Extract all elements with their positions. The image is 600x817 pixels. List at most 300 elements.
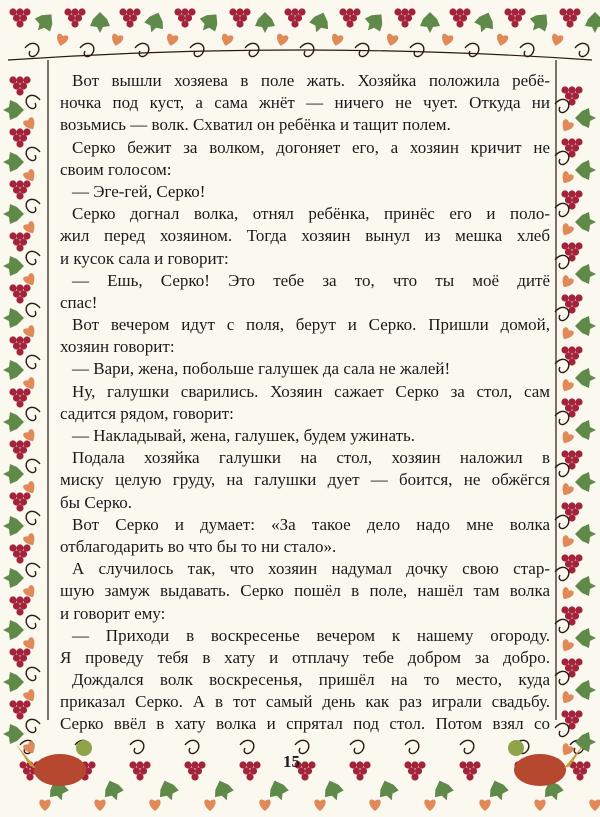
vine-curl (460, 740, 474, 753)
leaf-icon (575, 108, 596, 128)
grape-icon (181, 8, 188, 15)
bird-head (508, 740, 524, 756)
grape-icon (23, 767, 30, 774)
text-line: садится рядом, говорит: (60, 403, 234, 423)
leaf-icon (575, 420, 596, 440)
grape-icon (191, 773, 198, 780)
leaf-icon (142, 9, 168, 36)
grape-icon (23, 440, 30, 447)
grape-icon (572, 352, 579, 359)
text-line: бы Серко. (60, 492, 133, 512)
grape-icon (459, 761, 466, 768)
page-number: 15 (283, 752, 300, 771)
grape-icon (23, 596, 30, 603)
vine-curl (555, 359, 569, 372)
vine-curl (520, 43, 534, 56)
grape-icon (401, 20, 408, 27)
vine-curl (130, 740, 144, 753)
heart-icon (589, 799, 600, 811)
grape-icon (566, 20, 573, 27)
grape-icon (75, 14, 82, 21)
grape-icon (408, 8, 415, 15)
grape-icon (575, 242, 582, 249)
grape-icon (572, 300, 579, 307)
grape-icon (565, 664, 572, 671)
bird-icon (514, 754, 566, 786)
text-line: миску целую груду, на галушки дует — боится, не обжёгся (60, 470, 550, 490)
grape-icon (9, 440, 16, 447)
text-line: своим голосом: (60, 159, 172, 179)
grape-icon (456, 8, 463, 15)
text-line: спас! (60, 292, 98, 312)
grape-icon (9, 8, 16, 15)
vine-curl (555, 203, 569, 216)
text-line: приказал Серко. А в тот самый день как раз играли свадьбу. (60, 692, 550, 712)
grape-icon (356, 773, 363, 780)
grape-icon (568, 502, 575, 509)
grape-icon (301, 773, 308, 780)
grape-icon (140, 767, 147, 774)
vine-curl (26, 459, 40, 472)
text-line: Подала хозяйка галушки на стол, хозяин наложил в (72, 448, 550, 468)
grape-icon (13, 394, 20, 401)
grape-icon (575, 346, 582, 353)
vine-curl (555, 99, 569, 112)
text-line: и говорит ему: (60, 603, 166, 623)
grape-icon (561, 138, 568, 145)
grape-icon (23, 700, 30, 707)
text-line: Дождался волк воскресенья, пришёл на то место, куда (72, 670, 550, 690)
vine-curl (26, 615, 40, 628)
grape-icon (20, 394, 27, 401)
grape-icon (23, 544, 30, 551)
vine-curl (575, 43, 589, 56)
grape-icon (233, 14, 240, 21)
grape-icon (565, 196, 572, 203)
grape-icon (16, 712, 23, 719)
grape-icon (71, 8, 78, 15)
grape-icon (575, 658, 582, 665)
grape-icon (346, 20, 353, 27)
grape-icon (572, 716, 579, 723)
grape-icon (26, 773, 33, 780)
grape-icon (411, 773, 418, 780)
grape-icon (575, 86, 582, 93)
text-line: Вот вечером идут с поля, берут и Серко. Пришли домой, (72, 315, 550, 335)
grape-icon (23, 648, 30, 655)
grape-icon (64, 8, 71, 15)
vine-curl (26, 407, 40, 420)
text-line: Ну, галушки сварились. Хозяин сажает Серко за стол, сам (72, 381, 550, 401)
grape-icon (250, 767, 257, 774)
vine-curl (555, 411, 569, 424)
grape-icon (78, 8, 85, 15)
text-line: Серко ввёл в хату волка и спрятал под стол. Потом взял со (60, 714, 550, 734)
text-line: А случилось так, что хозяин надумал дочку свою стар- (72, 559, 550, 579)
text-line: — Эге-гей, Серко! (72, 181, 206, 201)
grape-icon (13, 602, 20, 609)
vine-curl (26, 719, 40, 732)
grape-icon (9, 492, 16, 499)
grape-icon (13, 238, 20, 245)
grape-icon (561, 190, 568, 197)
grape-icon (9, 596, 16, 603)
grape-icon (460, 14, 467, 21)
grape-icon (568, 606, 575, 613)
heart-icon (39, 799, 50, 811)
grape-icon (291, 8, 298, 15)
vine-curl (26, 563, 40, 576)
grape-icon (575, 606, 582, 613)
grape-icon (572, 92, 579, 99)
grape-icon (20, 238, 27, 245)
grape-icon (572, 612, 579, 619)
text-line: жил перед хозяином. Тогда хозяин вынул из мешка хлеб (60, 226, 550, 246)
grape-icon (508, 14, 515, 21)
grape-icon (16, 348, 23, 355)
grape-icon (16, 608, 23, 615)
vine-curl (135, 43, 149, 56)
heart-icon (259, 799, 270, 811)
grape-icon (466, 761, 473, 768)
grape-icon (23, 128, 30, 135)
grape-icon (561, 398, 568, 405)
grape-icon (68, 14, 75, 21)
grape-icon (565, 404, 572, 411)
grape-icon (20, 342, 27, 349)
grape-icon (568, 138, 575, 145)
grape-icon (239, 761, 246, 768)
grape-icon (20, 290, 27, 297)
leaf-icon (3, 568, 24, 588)
heart-icon (220, 33, 234, 47)
vine-curl (240, 740, 254, 753)
grape-icon (575, 710, 582, 717)
grape-icon (16, 544, 23, 551)
grape-icon (568, 450, 575, 457)
grape-icon (404, 761, 411, 768)
text-line: Я проведу тебя в хату и отплачу тебе добром за добро. (60, 647, 550, 667)
heart-icon (165, 33, 179, 47)
grape-icon (463, 767, 470, 774)
grape-icon (184, 761, 191, 768)
vine-curl (555, 567, 569, 580)
grape-icon (463, 8, 470, 15)
grape-icon (16, 20, 23, 27)
bird-icon (34, 754, 86, 786)
grape-icon (568, 398, 575, 405)
grape-icon (9, 388, 16, 395)
grape-icon (191, 761, 198, 768)
leaf-icon (575, 264, 596, 284)
text-line: шую замуж выдавать. Серко пошёл в поле, нашёл там волка (60, 581, 550, 601)
bird-head (76, 740, 92, 756)
grape-icon (136, 773, 143, 780)
grape-icon (570, 14, 577, 21)
grape-icon (466, 773, 473, 780)
grape-icon (16, 596, 23, 603)
grape-icon (20, 498, 27, 505)
leaf-icon (525, 8, 554, 37)
vine-curl (350, 740, 364, 753)
grape-icon (453, 14, 460, 21)
grape-icon (568, 710, 575, 717)
leaf-icon (3, 516, 24, 536)
heart-icon (55, 33, 69, 47)
grape-icon (295, 14, 302, 21)
grape-icon (9, 232, 16, 239)
text-line: Серко бежит за волком, догоняет его, а хозяин кричит не (72, 137, 550, 157)
leaf-icon (307, 9, 333, 36)
grape-icon (561, 710, 568, 717)
grape-icon (13, 550, 20, 557)
grape-icon (13, 498, 20, 505)
grape-icon (353, 8, 360, 15)
grape-icon (561, 294, 568, 301)
leaf-icon (585, 12, 600, 33)
grape-icon (20, 654, 27, 661)
grape-icon (71, 20, 78, 27)
grape-icon (16, 244, 23, 251)
grape-icon (565, 144, 572, 151)
heart-icon (559, 118, 575, 134)
leaf-icon (575, 212, 596, 232)
heart-icon (424, 799, 435, 811)
grape-icon (20, 706, 27, 713)
grape-icon (16, 8, 23, 15)
text-line: — Приходи в воскресенье вечером к нашему огороду. (72, 625, 550, 645)
grape-icon (565, 612, 572, 619)
grape-icon (23, 284, 30, 291)
vine-curl (555, 619, 569, 632)
heart-icon (559, 274, 575, 290)
grape-icon (23, 232, 30, 239)
grape-icon (13, 654, 20, 661)
grape-icon (9, 180, 16, 187)
grape-icon (573, 8, 580, 15)
grape-icon (23, 492, 30, 499)
grape-icon (470, 767, 477, 774)
grape-icon (20, 446, 27, 453)
grape-icon (572, 404, 579, 411)
grape-icon (236, 8, 243, 15)
heart-icon (204, 799, 215, 811)
grape-icon (565, 248, 572, 255)
grape-icon (16, 192, 23, 199)
heart-icon (330, 33, 344, 47)
vine-curl (410, 43, 424, 56)
leaf-icon (3, 464, 24, 484)
vine-curl (555, 723, 569, 736)
text-line: — Вари, жена, побольше галушек да сала не жалей! (72, 359, 451, 379)
grape-icon (561, 554, 568, 561)
leaf-icon (3, 620, 24, 640)
text-line: отблагодарить во что бы то ни стало». (60, 536, 337, 556)
text-line: и кусок сала и говорит: (60, 248, 229, 268)
vine-curl (26, 147, 40, 160)
grape-icon (561, 606, 568, 613)
grape-icon (305, 767, 312, 774)
grape-icon (129, 761, 136, 768)
leaf-icon (575, 472, 596, 492)
vine-curl (25, 43, 39, 56)
leaf-icon (255, 12, 275, 33)
grape-icon (195, 767, 202, 774)
heart-icon (559, 430, 575, 446)
grape-icon (456, 20, 463, 27)
grape-icon (16, 504, 23, 511)
grape-icon (401, 8, 408, 15)
leaf-icon (575, 368, 596, 388)
grape-icon (20, 134, 27, 141)
grape-icon (575, 450, 582, 457)
grape-icon (561, 86, 568, 93)
grape-icon (418, 761, 425, 768)
grape-icon (9, 336, 16, 343)
vine-curl (26, 511, 40, 524)
grape-icon (13, 14, 20, 21)
leaf-icon (3, 724, 24, 744)
grape-icon (301, 761, 308, 768)
grape-icon (20, 14, 27, 21)
heart-icon (559, 326, 575, 342)
grape-icon (9, 648, 16, 655)
leaf-icon (472, 9, 498, 36)
heart-icon (559, 742, 575, 758)
heart-icon (314, 799, 325, 811)
grape-icon (576, 773, 583, 780)
grape-icon (411, 761, 418, 768)
heart-icon (479, 799, 490, 811)
grape-icon (568, 554, 575, 561)
grape-icon (229, 8, 236, 15)
grape-icon (243, 767, 250, 774)
grape-icon (559, 8, 566, 15)
grape-icon (473, 761, 480, 768)
grape-icon (343, 14, 350, 21)
grape-icon (9, 700, 16, 707)
heart-icon (559, 482, 575, 498)
text-line: Серко догнал волка, отнял ребёнка, принёс его и поло- (72, 204, 550, 224)
grape-icon (16, 648, 23, 655)
grape-icon (23, 180, 30, 187)
grape-icon (136, 761, 143, 768)
heart-icon (559, 170, 575, 186)
grape-icon (13, 186, 20, 193)
heart-icon (559, 378, 575, 394)
grape-icon (565, 352, 572, 359)
heart-icon (22, 740, 38, 756)
grape-icon (181, 20, 188, 27)
grape-icon (19, 761, 26, 768)
grape-icon (16, 452, 23, 459)
grape-icon (398, 14, 405, 21)
leaf-icon (90, 12, 110, 33)
leaf-icon (3, 412, 24, 432)
grape-icon (565, 560, 572, 567)
grape-icon (284, 8, 291, 15)
grape-icon (240, 14, 247, 21)
grape-icon (23, 336, 30, 343)
heart-icon (559, 690, 575, 706)
grape-icon (16, 284, 23, 291)
vine-curl (26, 199, 40, 212)
text-line: возьмись — волк. Схватил он ребёнка и тащит полем. (60, 115, 451, 135)
grape-icon (133, 8, 140, 15)
grape-icon (568, 242, 575, 249)
grape-icon (185, 14, 192, 21)
grape-icon (575, 294, 582, 301)
grape-icon (133, 767, 140, 774)
grape-icon (143, 761, 150, 768)
grape-icon (236, 20, 243, 27)
grape-icon (198, 761, 205, 768)
grape-icon (363, 761, 370, 768)
heart-icon (534, 799, 545, 811)
grape-icon (13, 290, 20, 297)
grape-icon (16, 296, 23, 303)
leaf-icon (575, 628, 596, 648)
heart-icon (550, 33, 564, 47)
grape-icon (565, 300, 572, 307)
vine-curl (190, 43, 204, 56)
grape-icon (123, 14, 130, 21)
grape-icon (308, 761, 315, 768)
text-line: ночка под куст, а сама жнёт — ничего не чует. Откуда ни (60, 93, 550, 113)
grape-icon (565, 456, 572, 463)
text-line: Вот вышли хозяева в поле жать. Хозяйка положила ребё- (72, 71, 550, 90)
grape-icon (572, 456, 579, 463)
leaf-icon (195, 8, 224, 37)
grape-icon (16, 76, 23, 83)
leaf-icon (3, 204, 24, 224)
grape-icon (561, 658, 568, 665)
grape-icon (356, 761, 363, 768)
grape-icon (339, 8, 346, 15)
vine-curl (555, 255, 569, 268)
leaf-icon (3, 672, 24, 692)
grape-icon (16, 88, 23, 95)
grape-icon (350, 14, 357, 21)
grape-icon (575, 398, 582, 405)
heart-icon (495, 33, 509, 47)
grape-icon (188, 8, 195, 15)
grape-icon (13, 706, 20, 713)
grape-icon (13, 342, 20, 349)
grape-icon (408, 767, 415, 774)
grape-icon (16, 140, 23, 147)
grape-icon (583, 761, 590, 768)
leaf-icon (575, 576, 596, 596)
grape-icon (572, 196, 579, 203)
grape-icon (575, 554, 582, 561)
grape-icon (568, 346, 575, 353)
leaf-icon (575, 680, 596, 700)
text-line: хозяин говорит: (60, 337, 175, 357)
vine-curl (26, 355, 40, 368)
grape-icon (178, 14, 185, 21)
grape-icon (511, 8, 518, 15)
heart-icon (275, 33, 289, 47)
grape-icon (515, 14, 522, 21)
grape-icon (288, 14, 295, 21)
leaf-icon (3, 308, 24, 328)
vine-curl (26, 667, 40, 680)
vine-curl (405, 740, 419, 753)
grape-icon (16, 388, 23, 395)
grape-icon (360, 767, 367, 774)
grape-icon (346, 8, 353, 15)
